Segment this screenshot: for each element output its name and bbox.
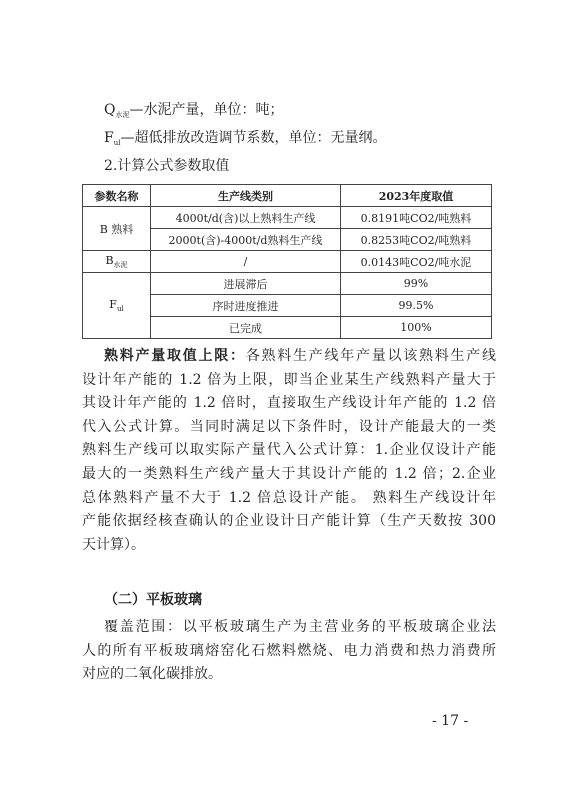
table-cell: 99.5% [341, 295, 492, 317]
param-f-ul: $F_{ul}$ [83, 273, 151, 339]
table-row [83, 251, 492, 273]
table-cell: 已完成 [151, 317, 341, 339]
table-cell: 4000t/d(含)以上熟料生产线 [151, 207, 341, 229]
table-row [83, 273, 492, 295]
paragraph-line: 对应的二氧化碳排放。 [82, 666, 222, 683]
table-cell: 进展滞后 [151, 273, 341, 295]
definition-q: $Q_{水泥}—$水泥产量，单位：吨； [104, 102, 284, 119]
paragraph-line: 人的所有平板玻璃熔窑化石燃料燃烧、电力消费和热力消费所 [82, 642, 496, 659]
paragraph-line: 总体熟料产量不大于 1.2 倍总设计产能。 熟料生产线设计年 [82, 489, 496, 506]
paragraph-line: 天计算）。 [82, 536, 145, 553]
table-header-row [83, 185, 492, 207]
paragraph-line: 熟料生产线可以取实际产量代入公式计算：1.企业仅设计产能 [82, 442, 496, 459]
paragraph-line: 代入公式计算。当同时满足以下条件时，设计产能最大的一类 [82, 418, 496, 435]
param-b-cement: $B_{水泥}$ [83, 251, 151, 273]
paragraph-lead: 熟料产量取值上限： [104, 348, 246, 364]
table-cell: 0.8191吨CO2/吨熟料 [341, 207, 492, 229]
paragraph-line: 熟料产量取值上限：各熟料生产线年产量以该熟料生产线 [104, 348, 496, 364]
param-b-clinker: B 熟料 [83, 207, 151, 251]
table-header: 2023年度取值 [341, 185, 492, 207]
table-cell: 序时进度推进 [151, 295, 341, 317]
table-cell: 100% [341, 317, 492, 339]
table-row [83, 207, 492, 229]
paragraph-clinker-cap [82, 345, 496, 557]
page-number: - 17 - [432, 713, 469, 729]
paragraph-line: 最大的一类熟料生产线产量大于其设计产能的 1.2 倍；2.企业 [82, 465, 496, 482]
paragraph-line: 覆盖范围：以平板玻璃生产为主营业务的平板玻璃企业法 [104, 619, 496, 635]
paragraph-line: 其设计年产能的 1.2 倍时，直接取生产线设计年产能的 1.2 倍 [82, 395, 496, 412]
paragraph-line: 产能依据经核查确认的企业设计日产能计算（生产天数按 300 [82, 513, 496, 530]
table-cell: 0.8253吨CO2/吨熟料 [341, 229, 492, 251]
table-header: 参数名称 [83, 185, 151, 207]
table-cell: / [151, 251, 341, 273]
definition-f: $F_{ul}—$超低排放改造调节系数，单位：无量纲。 [104, 130, 387, 147]
table-cell: 0.0143吨CO2/吨水泥 [341, 251, 492, 273]
table-cell: 99% [341, 273, 492, 295]
table-header: 生产线类别 [151, 185, 341, 207]
paragraph-glass-scope [82, 616, 496, 687]
section2-heading: （二）平板玻璃 [104, 592, 202, 608]
parameter-table [82, 184, 492, 339]
table-cell: 2000t(含)-4000t/d熟料生产线 [151, 229, 341, 251]
section-heading: 2.计算公式参数取值 [104, 158, 230, 174]
paragraph-line: 设计年产能的 1.2 倍为上限，即当企业某生产线熟料产量大于 [82, 371, 496, 388]
